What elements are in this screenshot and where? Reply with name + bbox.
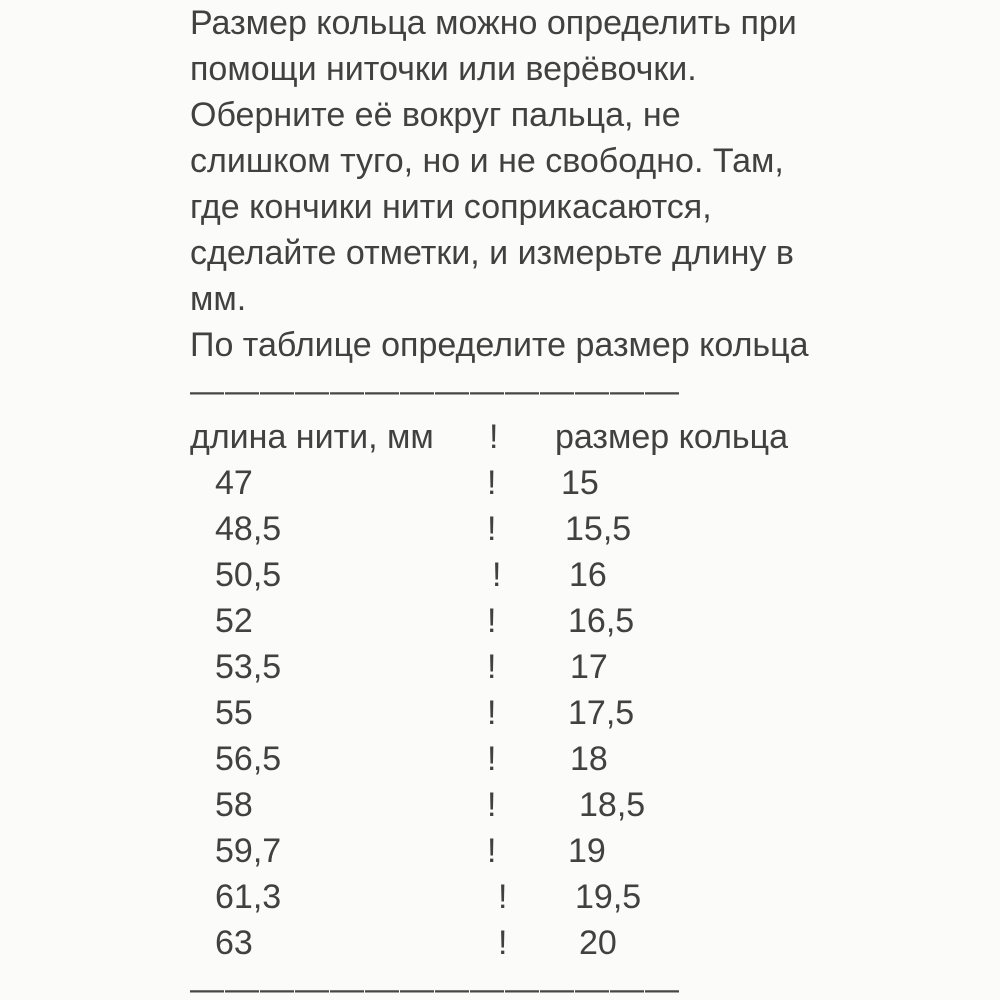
ring-size-table [190, 414, 880, 966]
ring-size-value: 19,5 [575, 878, 642, 916]
ring-size-value: 20 [579, 924, 617, 962]
row-separator: ! [498, 878, 508, 916]
thread-length-value: 56,5 [215, 740, 282, 778]
intro-line: помощи ниточки или верёвочки. [190, 50, 697, 88]
intro-text [190, 0, 880, 368]
table-row [190, 552, 880, 598]
thread-length-value: 53,5 [215, 648, 282, 686]
row-separator: ! [487, 786, 497, 824]
ring-size-value: 18,5 [579, 786, 646, 824]
table-row [190, 690, 880, 736]
thread-length-value: 50,5 [215, 556, 282, 594]
row-separator: ! [487, 694, 497, 732]
table-header-row [190, 414, 880, 460]
ring-size-value: 18 [570, 740, 608, 778]
thread-length-value: 55 [215, 694, 253, 732]
ring-size-value: 15 [561, 464, 599, 502]
row-separator: ! [487, 510, 497, 548]
ring-size-value: 16,5 [568, 602, 635, 640]
thread-length-value: 48,5 [215, 510, 282, 548]
table-row [190, 782, 880, 828]
table-row [190, 598, 880, 644]
thread-length-value: 59,7 [215, 832, 282, 870]
intro-line: где кончики нити соприкасаются, [190, 188, 712, 226]
table-row [190, 736, 880, 782]
column-separator: ! [489, 418, 499, 456]
intro-line: мм. [190, 280, 247, 318]
thread-length-value: 58 [215, 786, 253, 824]
note-content [190, 0, 880, 1000]
table-row [190, 828, 880, 874]
table-row [190, 874, 880, 920]
intro-line: Размер кольца можно определить при [190, 4, 797, 42]
ring-size-value: 17 [570, 648, 608, 686]
row-separator: ! [487, 464, 497, 502]
row-separator: ! [492, 556, 502, 594]
ring-size-value: 15,5 [565, 510, 632, 548]
table-row [190, 644, 880, 690]
column-header-ring-size: размер кольца [555, 418, 789, 456]
table-row [190, 460, 880, 506]
intro-line: Оберните её вокруг пальца, не [190, 96, 681, 134]
thread-length-value: 61,3 [215, 878, 282, 916]
thread-length-value: 47 [215, 464, 253, 502]
divider-top: —————————————— [190, 372, 680, 410]
intro-line: слишком туго, но и не свободно. Там, [190, 142, 784, 180]
row-separator: ! [487, 648, 497, 686]
intro-line: По таблице определите размер кольца [190, 326, 809, 364]
table-row [190, 920, 880, 966]
thread-length-value: 63 [215, 924, 253, 962]
column-header-thread-length: длина нити, мм [190, 418, 434, 456]
row-separator: ! [487, 740, 497, 778]
ring-size-value: 17,5 [568, 694, 635, 732]
thread-length-value: 52 [215, 602, 253, 640]
row-separator: ! [487, 832, 497, 870]
divider-bottom: —————————————— [190, 970, 680, 1000]
row-separator: ! [498, 924, 508, 962]
ring-size-value: 16 [569, 556, 607, 594]
ring-size-value: 19 [568, 832, 606, 870]
intro-line: сделайте отметки, и измерьте длину в [190, 234, 794, 272]
table-row [190, 506, 880, 552]
row-separator: ! [487, 602, 497, 640]
